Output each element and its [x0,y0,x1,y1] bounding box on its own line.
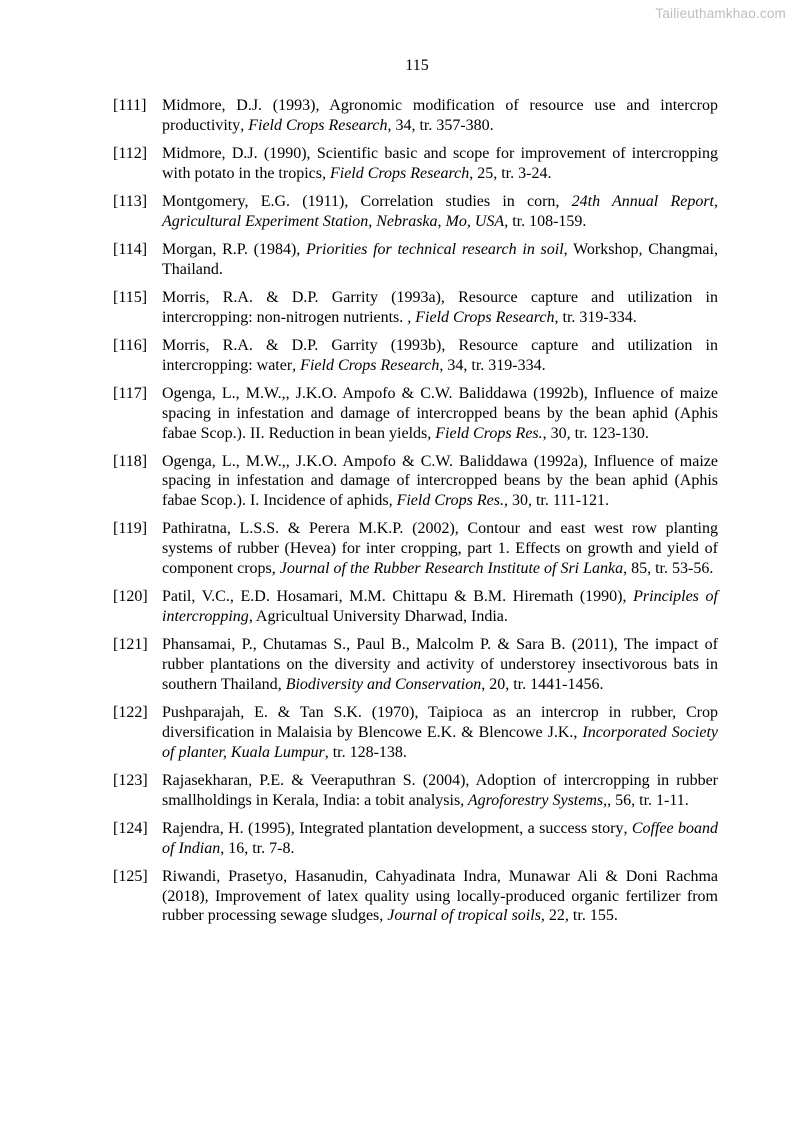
reference-text-segment: , tr. 319-334. [554,308,637,326]
reference-text [162,193,718,230]
reference-text-segment: Morgan, R.P. (1984), [162,240,307,258]
reference-source-title: , Field Crops Res. [388,492,504,510]
reference-source-title: , 24th Annual Report, Agricultural Experiment Station, Nebraska, Mo, USA [162,192,719,230]
reference-text [162,636,718,693]
reference-text [162,588,718,625]
reference-text-segment: , 25, tr. 3-24. [469,164,552,182]
reference-text-segment: Midmore, D.J. (1990), Scientific basic and scope for improvement of intercropping with potato in the tropics [162,144,718,182]
reference-source-title: Principles of intercropping [162,588,718,626]
reference-number: [119] [113,520,148,538]
reference-item [113,336,718,376]
reference-text [162,385,718,442]
reference-source-title: , Field Crops Res. [427,424,543,442]
reference-text-segment: , tr. 108-159. [504,212,587,230]
reference-number: [111] [113,97,147,114]
reference-text-segment: , 30, tr. 111-121. [503,492,610,510]
reference-number: [116] [113,336,148,354]
reference-source-title: , Agroforestry Systems, [460,791,608,809]
reference-text-segment: Phansamai, P., Chutamas S., Paul B., Malcolm P. & Sara B. (2011), The impact of rubber plantations on the diversity and activity of understorey insectivorous bats in southern Thailand [162,636,718,693]
reference-text-segment: , 30, tr. 123-130. [542,424,649,442]
reference-text-segment: , Workshop, Changmai, Thailand. [162,240,718,278]
reference-number: [113] [113,192,148,210]
reference-item [113,867,718,926]
reference-source-title: , Coffee boand of Indian [162,819,719,857]
reference-item [113,288,718,328]
reference-number: [112] [113,144,148,162]
reference-text-segment: Ogenga, L., M.W.,, J.K.O. Ampofo & C.W. Baliddawa (1992a), Influence of maize spacing in infestation and damage of intercropped beans by the bean aphid (Aphis fabae Scop.). I. Incidence of aphids [162,452,718,510]
reference-text-segment: , 20, tr. 1441-1456. [481,675,604,693]
reference-source-title: , Journal of tropical soils [379,907,541,925]
reference-item [113,771,718,811]
reference-text-segment: , 16, tr. 7-8. [220,839,295,857]
reference-text [162,868,718,925]
reference-text-segment: Midmore, D.J. (1993), Agronomic modification of resource use and intercrop productivity [162,97,718,134]
reference-source-title: , Journal of the Rubber Research Institute of Sri Lanka [271,560,624,578]
reference-text [162,453,718,510]
reference-text [162,820,718,857]
reference-source-title: , Field Crops Research [292,356,440,374]
reference-source-title: , Biodiversity and Conservation [277,675,482,693]
reference-text-segment: Pathiratna, L.S.S. & Perera M.K.P. (2002), Contour and east west row planting systems of rubber (Hevea) for inter cropping, part 1. Effects on growth and yield of component crops [162,520,718,578]
reference-item [113,240,718,280]
reference-text-segment: Pushparajah, E. & Tan S.K. (1970), Taipioca as an intercrop in rubber, Crop diversification in Malaisia by Blencowe E.K. & Blencowe J.K. [162,704,718,741]
reference-item [113,192,718,232]
reference-text [162,337,718,374]
reference-text-segment: , tr. 128-138. [324,743,407,761]
reference-number: [122] [113,704,148,722]
reference-text-segment: Patil, V.C., E.D. Hosamari, M.M. Chittapu & B.M. Hiremath (1990), [162,588,634,606]
reference-text-segment: Morris, R.A. & D.P. Garrity (1993a), Resource capture and utilization in intercropping: non-nitrogen nutrients. [162,288,718,326]
reference-item [113,519,718,578]
reference-source-title: Priorities for technical research in soil [306,240,564,258]
reference-text [162,97,718,134]
reference-text-segment: Rajasekharan, P.E. & Veeraputhran S. (2004), Adoption of intercropping in rubber smallholdings in Kerala, India: a tobit analysis [162,771,718,809]
reference-text [162,145,718,182]
reference-text-segment: , 22, tr. 155. [540,907,618,925]
reference-list [113,96,718,935]
reference-source-title: , Field Crops Research [321,164,470,182]
reference-item [113,96,718,136]
reference-text-segment: Rajendra, H. (1995), Integrated plantation development, a success story [162,819,624,837]
page-number: 115 [405,57,429,74]
reference-item [113,384,718,443]
reference-number: [118] [113,452,148,470]
reference-source-title: , Incorporated Society of planter, Kuala Lumpur [162,723,718,761]
reference-number: [114] [113,240,148,258]
reference-source-title: , Field Crops Research [407,308,555,326]
reference-number: [120] [113,588,148,606]
reference-number: [115] [113,288,148,306]
reference-item [113,144,718,184]
reference-item [113,452,718,511]
reference-text-segment: , 34, tr. 319-334. [439,356,546,374]
reference-source-title: , Field Crops Research [240,116,388,134]
reference-text [162,520,718,577]
reference-text-segment: Montgomery, E.G. (1911), Correlation studies in corn [162,192,556,210]
reference-item [113,587,718,627]
reference-number: [124] [113,819,148,837]
reference-item [113,703,718,762]
reference-number: [125] [113,867,148,885]
reference-text-segment: , 34, tr. 357-380. [387,116,494,134]
reference-text [162,772,718,809]
reference-text-segment: Riwandi, Prasetyo, Hasanudin, Cahyadinata Indra, Munawar Ali & Doni Rachma (2018), Improvement of latex quality using locally-produced organic fertilizer from rubber processing sewage sludges [162,867,718,925]
reference-number: [117] [113,384,148,402]
reference-text-segment: Morris, R.A. & D.P. Garrity (1993b), Resource capture and utilization in intercropping: water [162,336,718,374]
reference-text [162,241,718,278]
reference-number: [121] [113,636,148,654]
reference-text [162,289,718,326]
reference-text-segment: Ogenga, L., M.W.,, J.K.O. Ampofo & C.W. Baliddawa (1992b), Influence of maize spacing in infestation and damage of intercropped beans by the bean aphid (Aphis fabae Scop.). II. Reduction in bean yields [162,384,718,442]
reference-text-segment: , Agricultual University Dharwad, India. [248,608,508,626]
watermark-text: Tailieuthamkhao.com [655,6,786,21]
reference-number: [123] [113,771,148,789]
reference-text [162,704,718,761]
reference-text-segment: , 56, tr. 1-11. [607,791,689,809]
reference-item [113,635,718,694]
reference-item [113,819,718,859]
reference-text-segment: , 85, tr. 53-56. [623,560,714,578]
